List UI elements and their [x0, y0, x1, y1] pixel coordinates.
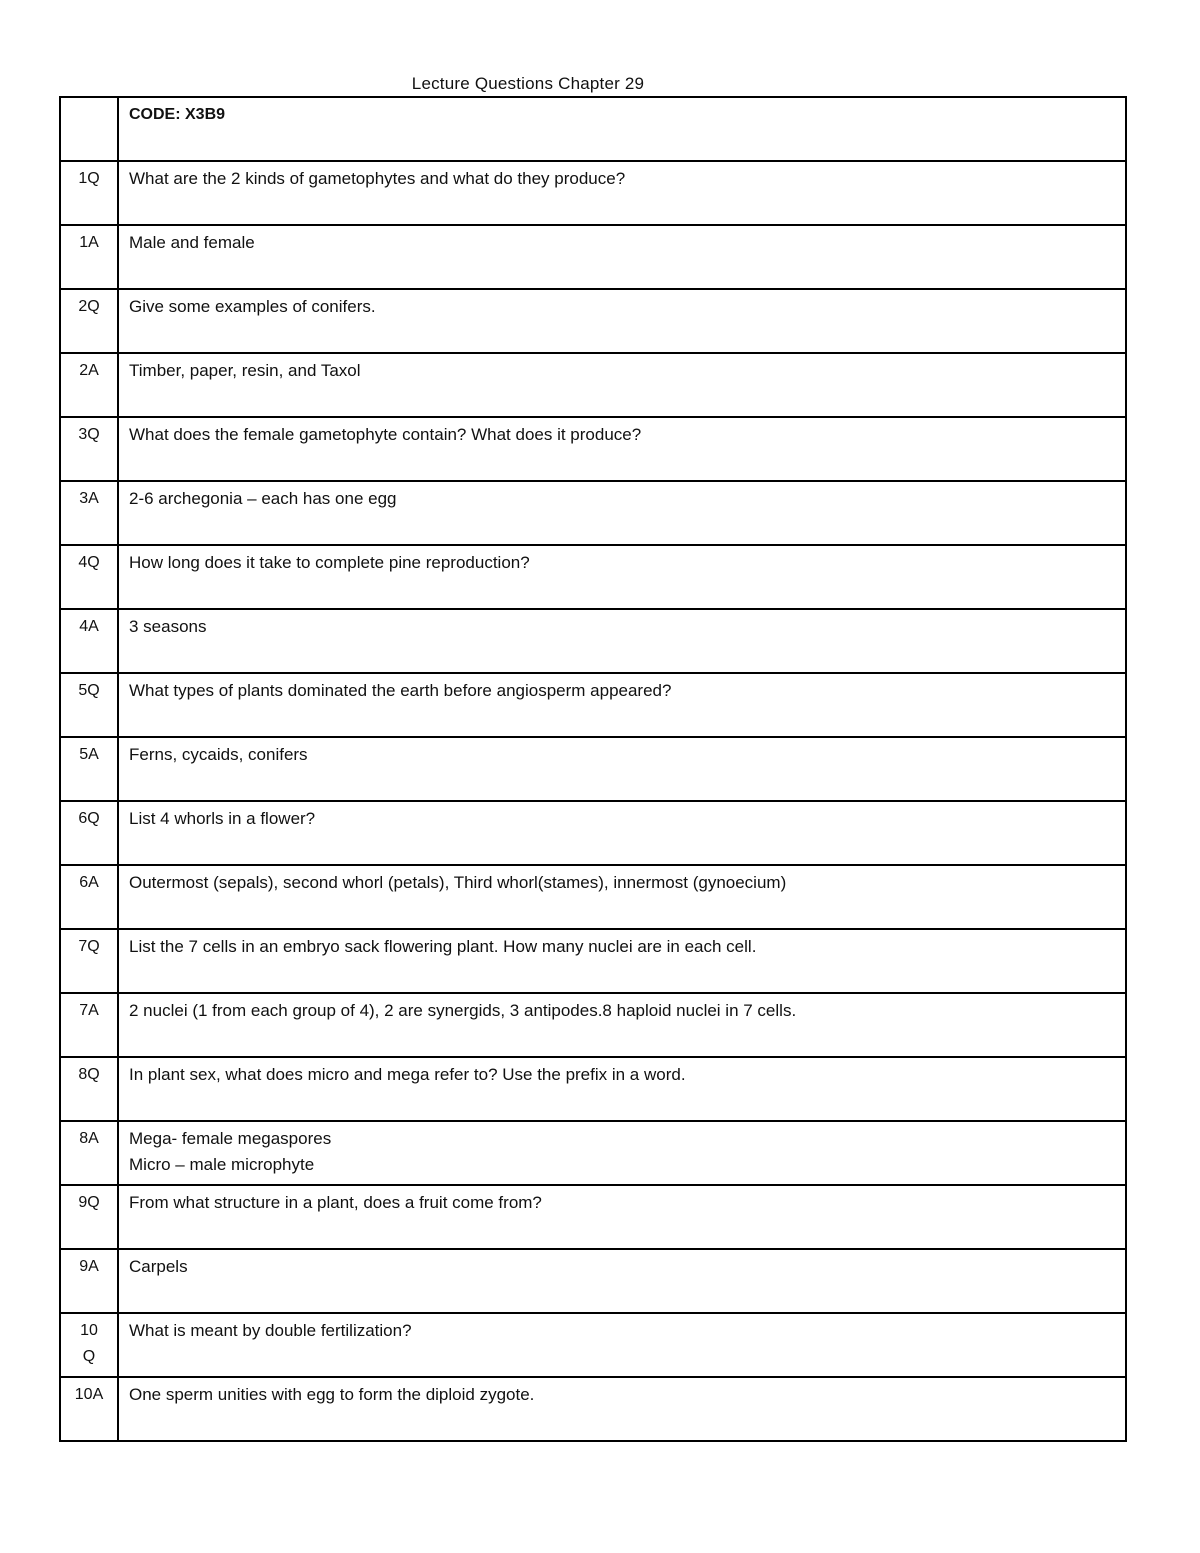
row-content [118, 929, 1126, 993]
row-content [118, 865, 1126, 929]
row-text-line: Male and female [129, 233, 255, 252]
row-content [118, 673, 1126, 737]
row-text-line: What does the female gametophyte contain? What does it produce? [129, 425, 642, 444]
row-label: 6A [60, 865, 118, 929]
row-text-line: One sperm unities with egg to form the diploid zygote. [129, 1385, 535, 1404]
table-row [60, 1313, 1126, 1377]
row-label: 5Q [60, 673, 118, 737]
table-row [60, 801, 1126, 865]
row-text-line: 3 seasons [129, 617, 207, 636]
table-row [60, 289, 1126, 353]
row-label: 7Q [60, 929, 118, 993]
row-text-line: Outermost (sepals), second whorl (petals), Third whorl(stames), innermost (gynoecium) [129, 873, 787, 892]
table-header-row [60, 97, 1126, 161]
table-row [60, 481, 1126, 545]
row-label: 5A [60, 737, 118, 801]
row-label: 10 Q [60, 1313, 118, 1377]
row-label: 7A [60, 993, 118, 1057]
row-label: 4A [60, 609, 118, 673]
row-content [118, 545, 1126, 609]
table-row [60, 737, 1126, 801]
row-label: 2A [60, 353, 118, 417]
table-row [60, 1121, 1126, 1185]
row-text-line: Micro – male microphyte [129, 1155, 315, 1174]
row-text-line: Timber, paper, resin, and Taxol [129, 361, 361, 380]
row-text-line: Mega- female megaspores [129, 1129, 332, 1148]
row-content [118, 1057, 1126, 1121]
table-row [60, 673, 1126, 737]
row-label: 9A [60, 1249, 118, 1313]
table-row [60, 1057, 1126, 1121]
row-text-line: List the 7 cells in an embryo sack flowering plant. How many nuclei are in each cell. [129, 937, 757, 956]
row-text-line: Ferns, cycaids, conifers [129, 745, 308, 764]
table-row [60, 545, 1126, 609]
row-text-line: What types of plants dominated the earth before angiosperm appeared? [129, 681, 672, 700]
row-text-line: 2-6 archegonia – each has one egg [129, 489, 397, 508]
qa-table [59, 96, 1127, 1442]
table-row [60, 865, 1126, 929]
row-content [118, 417, 1126, 481]
row-content [118, 1249, 1126, 1313]
row-label: 8Q [60, 1057, 118, 1121]
row-text-line: 2 nuclei (1 from each group of 4), 2 are synergids, 3 antipodes.8 haploid nuclei in 7 cells. [129, 1001, 797, 1020]
row-label: 8A [60, 1121, 118, 1185]
row-label: 6Q [60, 801, 118, 865]
row-content [118, 1377, 1126, 1441]
row-content [118, 225, 1126, 289]
code-cell: CODE: X3B9 [118, 97, 1126, 161]
row-text-line: What are the 2 kinds of gametophytes and what do they produce? [129, 169, 626, 188]
row-text-line: List 4 whorls in a flower? [129, 809, 316, 828]
table-row [60, 929, 1126, 993]
row-label: 1Q [60, 161, 118, 225]
row-content [118, 1185, 1126, 1249]
row-label: 4Q [60, 545, 118, 609]
row-label: 3A [60, 481, 118, 545]
row-label: 10A [60, 1377, 118, 1441]
row-content [118, 481, 1126, 545]
row-text-line: How long does it take to complete pine reproduction? [129, 553, 530, 572]
row-text-line: What is meant by double fertilization? [129, 1321, 412, 1340]
row-text-line: Carpels [129, 1257, 188, 1276]
table-row [60, 161, 1126, 225]
table-row [60, 993, 1126, 1057]
row-label: 3Q [60, 417, 118, 481]
table-row [60, 609, 1126, 673]
row-label: 1A [60, 225, 118, 289]
table-row [60, 417, 1126, 481]
row-label: 9Q [60, 1185, 118, 1249]
table-row [60, 1377, 1126, 1441]
table-row [60, 1249, 1126, 1313]
table-row [60, 353, 1126, 417]
row-content [118, 737, 1126, 801]
table-row [60, 225, 1126, 289]
row-label: 2Q [60, 289, 118, 353]
row-content [118, 1313, 1126, 1377]
row-text-line: Give some examples of conifers. [129, 297, 376, 316]
row-content [118, 609, 1126, 673]
header-label-cell [60, 97, 118, 161]
row-content [118, 1121, 1126, 1185]
page-title: Lecture Questions Chapter 29 [411, 74, 645, 93]
row-content [118, 993, 1126, 1057]
row-content [118, 353, 1126, 417]
row-content [118, 801, 1126, 865]
row-content [118, 289, 1126, 353]
row-text-line: From what structure in a plant, does a fruit come from? [129, 1193, 542, 1212]
row-text-line: In plant sex, what does micro and mega refer to? Use the prefix in a word. [129, 1065, 686, 1084]
row-content [118, 161, 1126, 225]
table-row [60, 1185, 1126, 1249]
